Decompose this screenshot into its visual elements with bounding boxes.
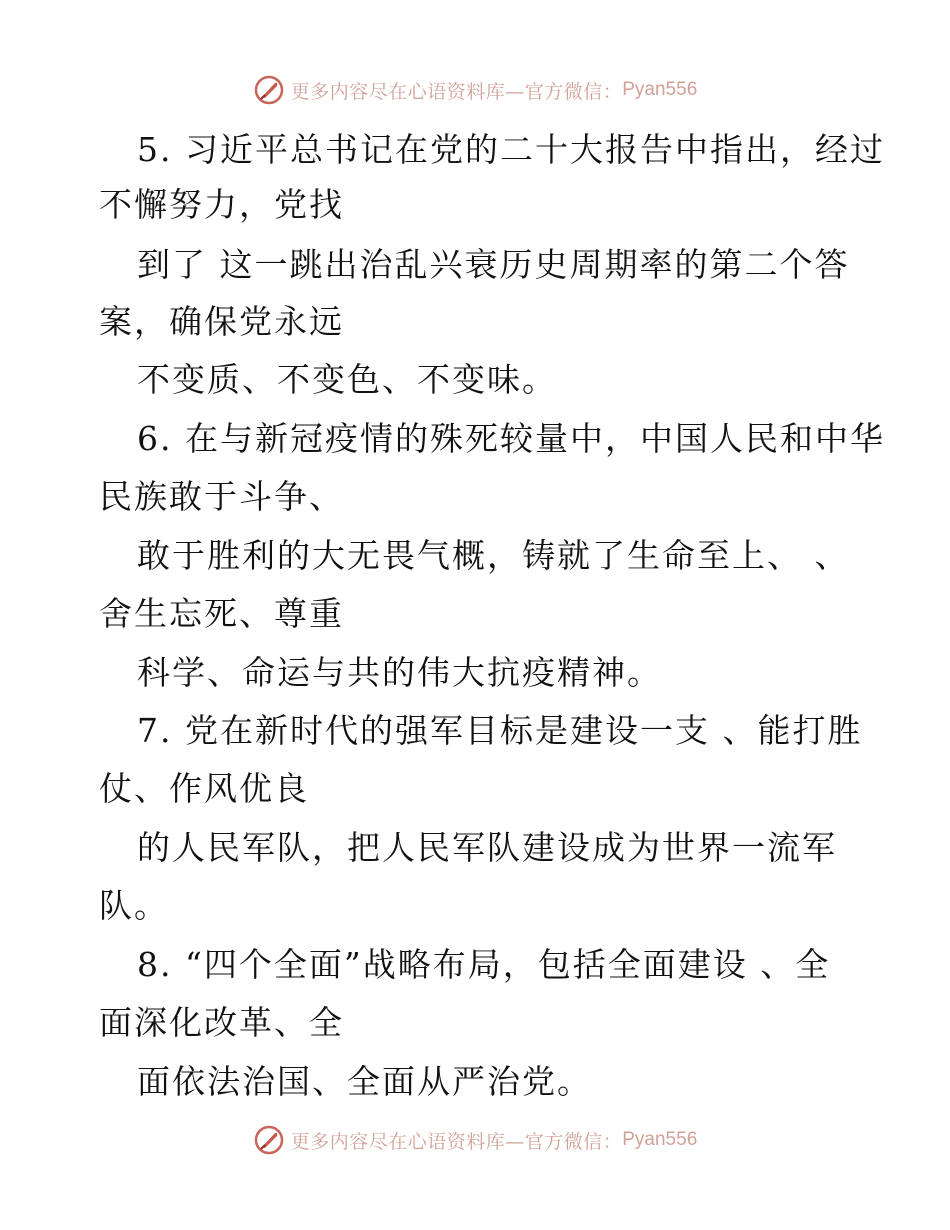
watermark-wechat-id: Pyan556: [622, 1129, 698, 1150]
text-line: 面深化改革、全: [99, 1003, 344, 1042]
footer-watermark: [0, 1122, 950, 1158]
text-line: 7. 党在新时代的强军目标是建设一支 、能打胜: [137, 711, 863, 750]
text-line: 6. 在与新冠疫情的殊死较量中，中国人民和中华: [137, 419, 885, 458]
text-line: 科学、命运与共的伟大抗疫精神。: [137, 653, 662, 692]
text-line: 舍生忘死、尊重: [99, 594, 344, 633]
text-line: 敢于胜利的大无畏气概，铸就了生命至上、 、: [137, 536, 850, 575]
text-line: 8. “四个全面”战略布局，包括全面建设 、全: [137, 945, 831, 984]
feather-pen-logo-icon: [253, 1124, 285, 1156]
text-line: 案，确保党永远: [99, 302, 344, 341]
text-line: 仗、作风优良: [99, 769, 309, 808]
feather-pen-logo-icon: [253, 74, 285, 106]
watermark-text: 更多内容尽在心语资料库—官方微信：: [290, 80, 623, 103]
text-line: 5. 习近平总书记在党的二十大报告中指出，经过: [137, 130, 885, 169]
text-line: 队。: [99, 886, 169, 925]
text-line: 的人民军队，把人民军队建设成为世界一流军: [137, 828, 837, 867]
text-line: 不懈努力，党找: [99, 185, 344, 224]
text-line: 不变质、不变色、不变味。: [137, 360, 557, 399]
header-watermark: [0, 72, 950, 108]
text-line: 面依法治国、全面从严治党。: [137, 1062, 592, 1101]
watermark-wechat-id: Pyan556: [622, 79, 698, 100]
watermark-text: 更多内容尽在心语资料库—官方微信：: [290, 1130, 623, 1153]
text-line: 民族敢于斗争、: [99, 477, 344, 516]
text-line: 到了 这一跳出治乱兴衰历史周期率的第二个答: [137, 245, 850, 284]
